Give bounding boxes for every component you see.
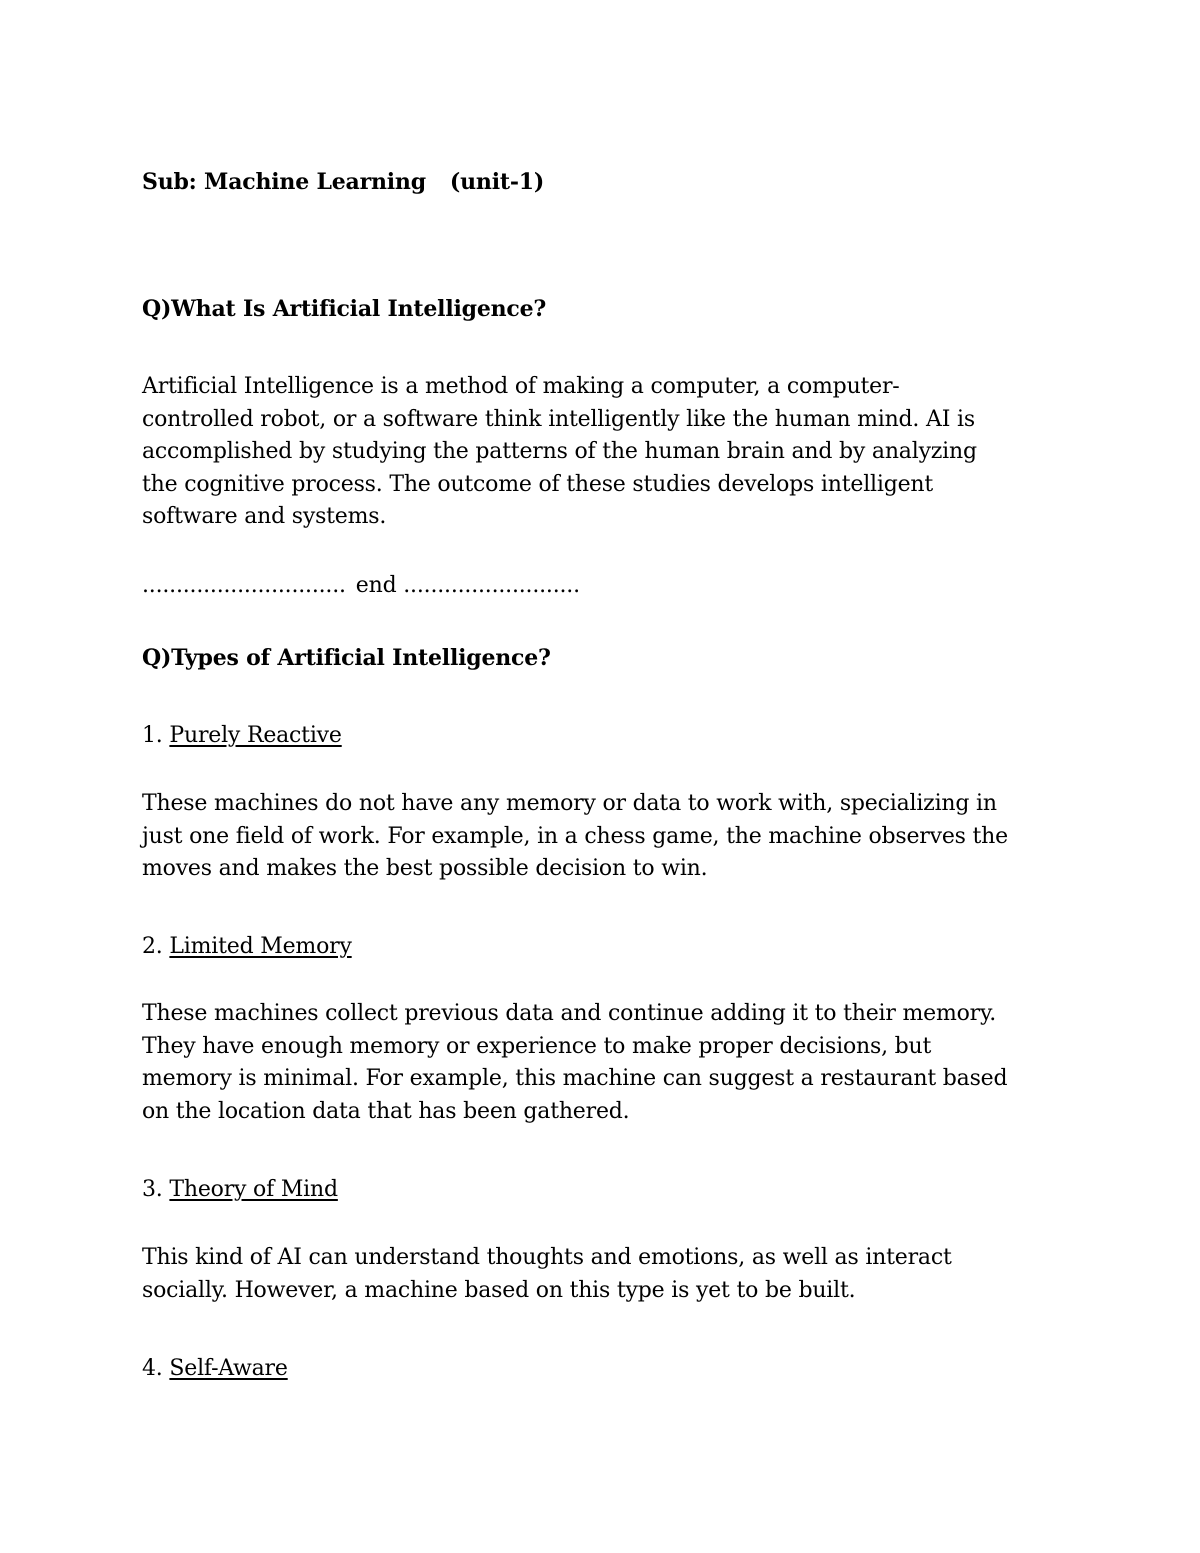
description-line: These machines do not have any memory or data to work with, specializing in [142, 791, 997, 816]
question-1-answer [142, 371, 1062, 534]
separator-dots-left: .............................. [142, 573, 346, 598]
description-line: on the location data that has been gathered. [142, 1098, 630, 1124]
question-2-heading: Q)Types of Artificial Intelligence? [142, 645, 551, 671]
description-line: socially. However, a machine based on this type is yet to be built. [142, 1277, 856, 1303]
separator-end-word: end [355, 573, 397, 598]
subject-heading [142, 166, 544, 198]
answer-line: the cognitive process. The outcome of these studies develops intelligent [142, 471, 934, 497]
type-number: 3. [142, 1177, 163, 1202]
type-1-heading [142, 720, 342, 752]
subject-title: Sub: Machine Learning [142, 169, 426, 195]
answer-line: software and systems. [142, 504, 387, 530]
type-3-description [142, 1242, 1062, 1307]
separator-dots-right: .......................... [403, 573, 580, 598]
type-4-heading [142, 1353, 288, 1385]
type-number: 1. [142, 723, 163, 748]
description-line: moves and makes the best possible decision to win. [142, 856, 708, 882]
type-3-heading [142, 1174, 338, 1206]
type-title: Limited Memory [169, 934, 352, 959]
type-title: Theory of Mind [169, 1177, 338, 1202]
type-title: Purely Reactive [169, 723, 342, 748]
type-2-description [142, 998, 1062, 1128]
description-line: just one field of work. For example, in a chess game, the machine observes the [142, 823, 1008, 849]
answer-line: Artificial Intelligence is a method of making a computer, a computer- [142, 374, 900, 399]
type-1-description [142, 788, 1062, 886]
type-2-heading [142, 931, 352, 963]
question-1-heading: Q)What Is Artificial Intelligence? [142, 296, 547, 322]
answer-line: controlled robot, or a software think intelligently like the human mind. AI is [142, 406, 975, 432]
type-number: 2. [142, 934, 163, 959]
description-line: These machines collect previous data and continue adding it to their memory. [142, 1001, 997, 1026]
description-line: They have enough memory or experience to make proper decisions, but [142, 1033, 932, 1059]
type-number: 4. [142, 1356, 163, 1381]
end-separator [142, 570, 580, 602]
description-line: This kind of AI can understand thoughts and emotions, as well as interact [142, 1245, 952, 1270]
type-title: Self-Aware [169, 1356, 288, 1381]
description-line: memory is minimal. For example, this machine can suggest a restaurant based [142, 1066, 1008, 1092]
answer-line: accomplished by studying the patterns of the human brain and by analyzing [142, 439, 977, 465]
unit-label: (unit-1) [449, 169, 545, 195]
